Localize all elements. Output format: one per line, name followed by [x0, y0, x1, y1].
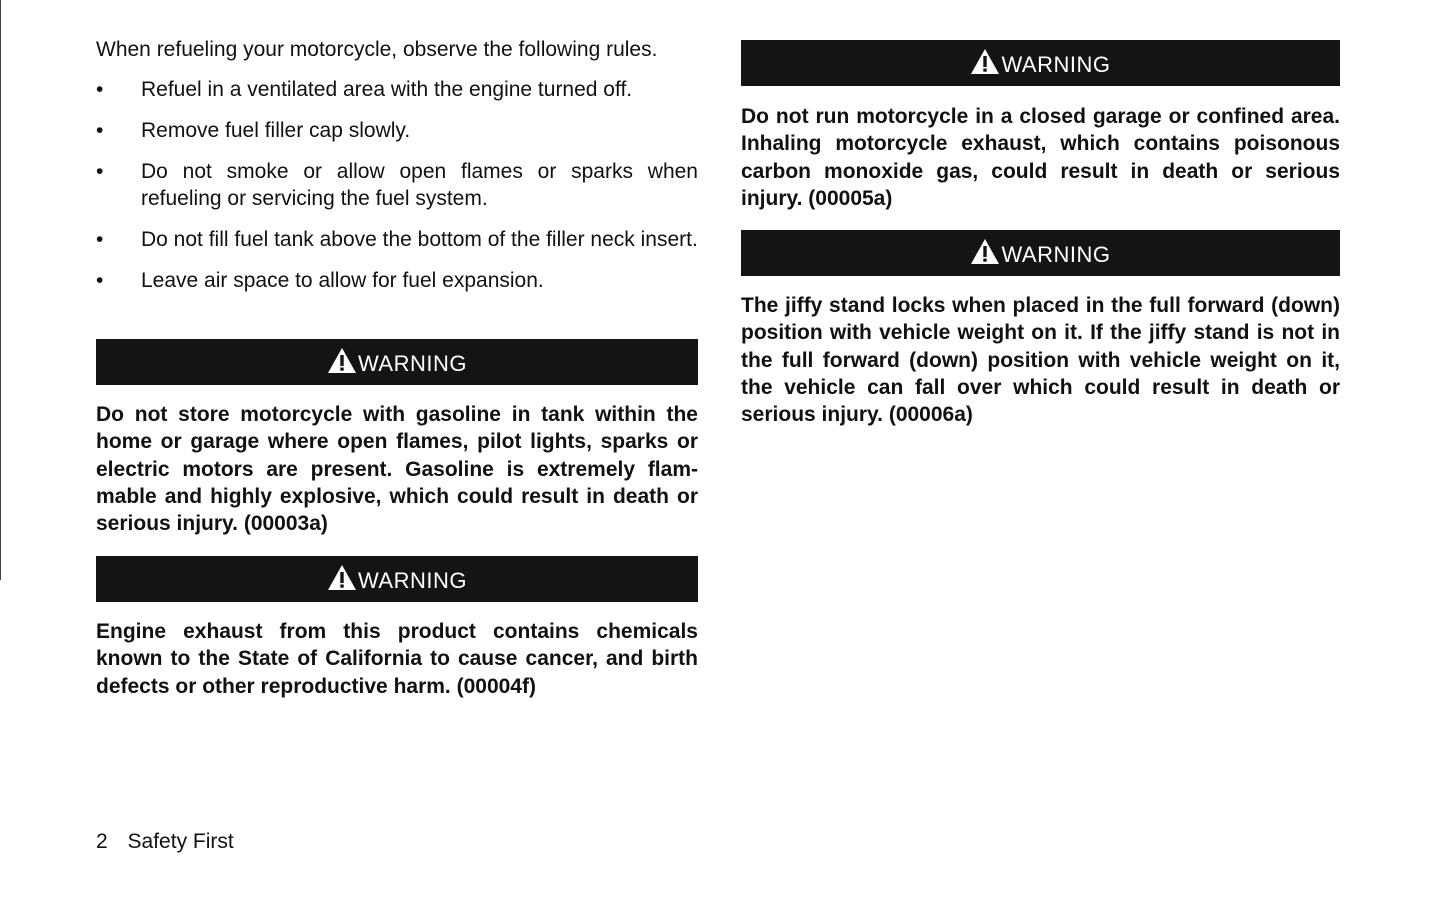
rule-text: Do not smoke or allow open flames or sparks when refueling or servicing the fuel system. [141, 160, 698, 210]
page-footer [96, 828, 234, 855]
rule-text: Remove fuel filler cap slowly. [141, 119, 411, 142]
warning-triangle-icon [970, 238, 1000, 265]
bullet: • [96, 160, 104, 183]
list-item [96, 267, 698, 294]
list-item [96, 117, 698, 144]
list-item [96, 158, 698, 212]
list-item [96, 226, 698, 253]
refueling-rules-list [96, 76, 698, 294]
warning-label: WARNING [1001, 52, 1111, 77]
warning-text-3: Do not run motorcycle in a closed garage or confined area. Inhaling motorcycle exhaust, which contains poisonous carbon monoxide gas, could result in death or serious injury. (00005a) [741, 105, 1340, 210]
rule-text: Do not fill fuel tank above the bottom of the filler neck insert. [141, 228, 698, 251]
bullet: • [96, 228, 104, 251]
scan-edge-line [0, 0, 1, 580]
page-number: 2 [96, 830, 108, 853]
warning-label: WARNING [1001, 242, 1111, 267]
list-item [96, 76, 698, 103]
warning-header-1 [96, 339, 698, 385]
warning-header-2 [96, 556, 698, 602]
warning-label: WARNING [357, 351, 467, 376]
warning-header-3 [741, 40, 1340, 86]
warning-text-2: Engine exhaust from this product contains chemicals known to the State of California to cause cancer, and birth defects or other reproductive harm. (00004f) [96, 620, 698, 698]
warning-triangle-icon [327, 564, 357, 591]
bullet: • [96, 78, 104, 101]
rule-text: Refuel in a ventilated area with the engine turned off. [141, 78, 633, 101]
bullet: • [96, 269, 104, 292]
warning-triangle-icon [970, 48, 1000, 75]
warning-triangle-icon [327, 347, 357, 374]
warning-text-4: The jiffy stand locks when placed in the full forward (down) position with vehicle weight on it. If the jiffy stand is not in the full forward (down) position with vehicle weight on it, the vehicle can fall over which could result in death or serious injury. (00006a) [741, 294, 1340, 427]
warning-text-1: Do not store motorcycle with gasoline in tank within the home or garage where open flames, pilot lights, sparks or electric motors are present. Gasoline is extremely flam-mable and highly explosive, which could result in death or serious injury. (00003a) [96, 403, 698, 536]
rule-text: Leave air space to allow for fuel expansion. [141, 269, 544, 292]
section-title: Safety First [127, 830, 234, 853]
bullet: • [96, 119, 104, 142]
warning-header-4 [741, 230, 1340, 276]
warning-label: WARNING [357, 568, 467, 593]
refueling-intro: When refueling your motorcycle, observe the following rules. [96, 38, 658, 61]
